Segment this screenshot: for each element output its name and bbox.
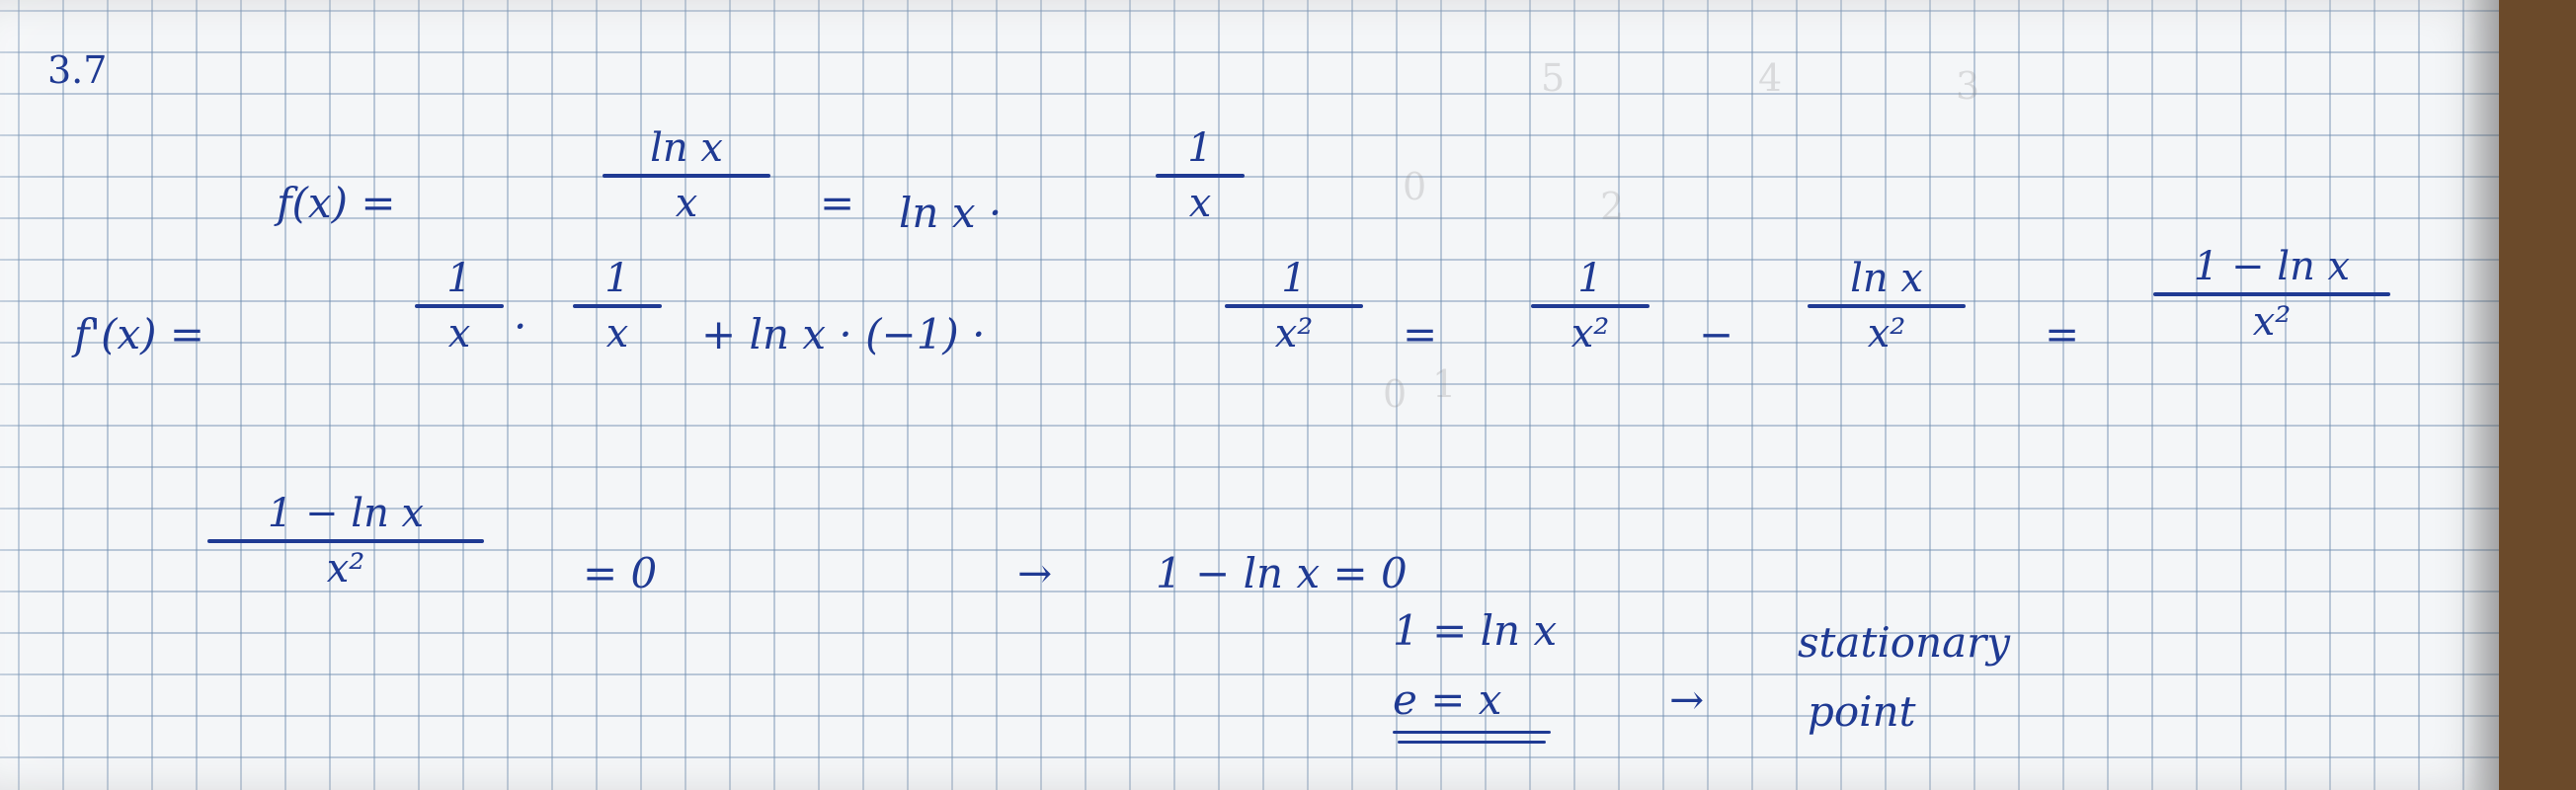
line2-frac-1 bbox=[415, 256, 504, 356]
numerator: 1 bbox=[1577, 256, 1603, 301]
line2-frac-4 bbox=[1531, 256, 1650, 356]
numerator: ln x bbox=[650, 125, 723, 171]
line3-result: 1 − ln x = 0 bbox=[1156, 549, 1408, 597]
numerator: 1 bbox=[604, 256, 630, 301]
denominator: x bbox=[605, 311, 629, 356]
faint-mark: 3 bbox=[1956, 64, 1980, 108]
line4-equation: 1 = ln x bbox=[1393, 606, 1558, 655]
line5-label-point: point bbox=[1808, 687, 1916, 736]
numerator: 1 bbox=[1187, 125, 1213, 171]
faint-mark: 5 bbox=[1541, 56, 1566, 100]
faint-mark: 4 bbox=[1758, 56, 1783, 100]
faint-mark: 1 bbox=[1432, 362, 1457, 406]
line2-frac-5 bbox=[1808, 256, 1966, 356]
double-underline-bottom bbox=[1398, 741, 1546, 744]
line2-lhs: f'(x) = bbox=[74, 310, 205, 358]
line4-label-stationary: stationary bbox=[1798, 618, 2010, 667]
denominator: x bbox=[675, 181, 698, 226]
line2-equals-2: = bbox=[2045, 310, 2080, 358]
line5-arrow: → bbox=[1669, 675, 1705, 724]
line3-equals-zero: = 0 bbox=[583, 549, 658, 597]
denominator: x bbox=[1188, 181, 1212, 226]
line1-frac-lnx-over-x bbox=[603, 125, 770, 226]
numerator: 1 − ln x bbox=[2193, 244, 2351, 289]
faint-mark: 0 bbox=[1383, 372, 1408, 416]
line2-frac-6 bbox=[2153, 244, 2390, 345]
line2-minus: − bbox=[1699, 310, 1734, 358]
line2-equals-1: = bbox=[1403, 310, 1438, 358]
line2-frac-2 bbox=[573, 256, 662, 356]
line5-equation: e = x bbox=[1393, 675, 1502, 724]
numerator: 1 − ln x bbox=[267, 491, 425, 536]
denominator: x bbox=[447, 311, 471, 356]
faint-mark: 2 bbox=[1600, 185, 1625, 228]
line2-frac-3 bbox=[1225, 256, 1363, 356]
double-underline-top bbox=[1393, 731, 1551, 734]
line1-term: ln x · bbox=[899, 189, 1003, 237]
line2-middle-term: + ln x · (−1) · bbox=[701, 310, 986, 358]
line1-frac-1-over-x bbox=[1156, 125, 1245, 226]
faint-mark: 0 bbox=[1403, 165, 1427, 208]
denominator: x² bbox=[1570, 311, 1610, 356]
numerator: 1 bbox=[446, 256, 472, 301]
line2-dot: · bbox=[514, 302, 527, 351]
line1-lhs: f(x) = bbox=[277, 179, 396, 227]
line1-equals: = bbox=[820, 179, 855, 227]
denominator: x² bbox=[1274, 311, 1314, 356]
page-edge-shadow bbox=[2459, 0, 2499, 790]
numerator: ln x bbox=[1850, 256, 1923, 301]
denominator: x² bbox=[1867, 311, 1906, 356]
denominator: x² bbox=[326, 546, 365, 592]
problem-number: 3.7 bbox=[47, 48, 108, 92]
denominator: x² bbox=[2252, 299, 2292, 345]
line3-arrow: → bbox=[1017, 549, 1053, 597]
line3-frac bbox=[207, 491, 484, 592]
numerator: 1 bbox=[1281, 256, 1307, 301]
